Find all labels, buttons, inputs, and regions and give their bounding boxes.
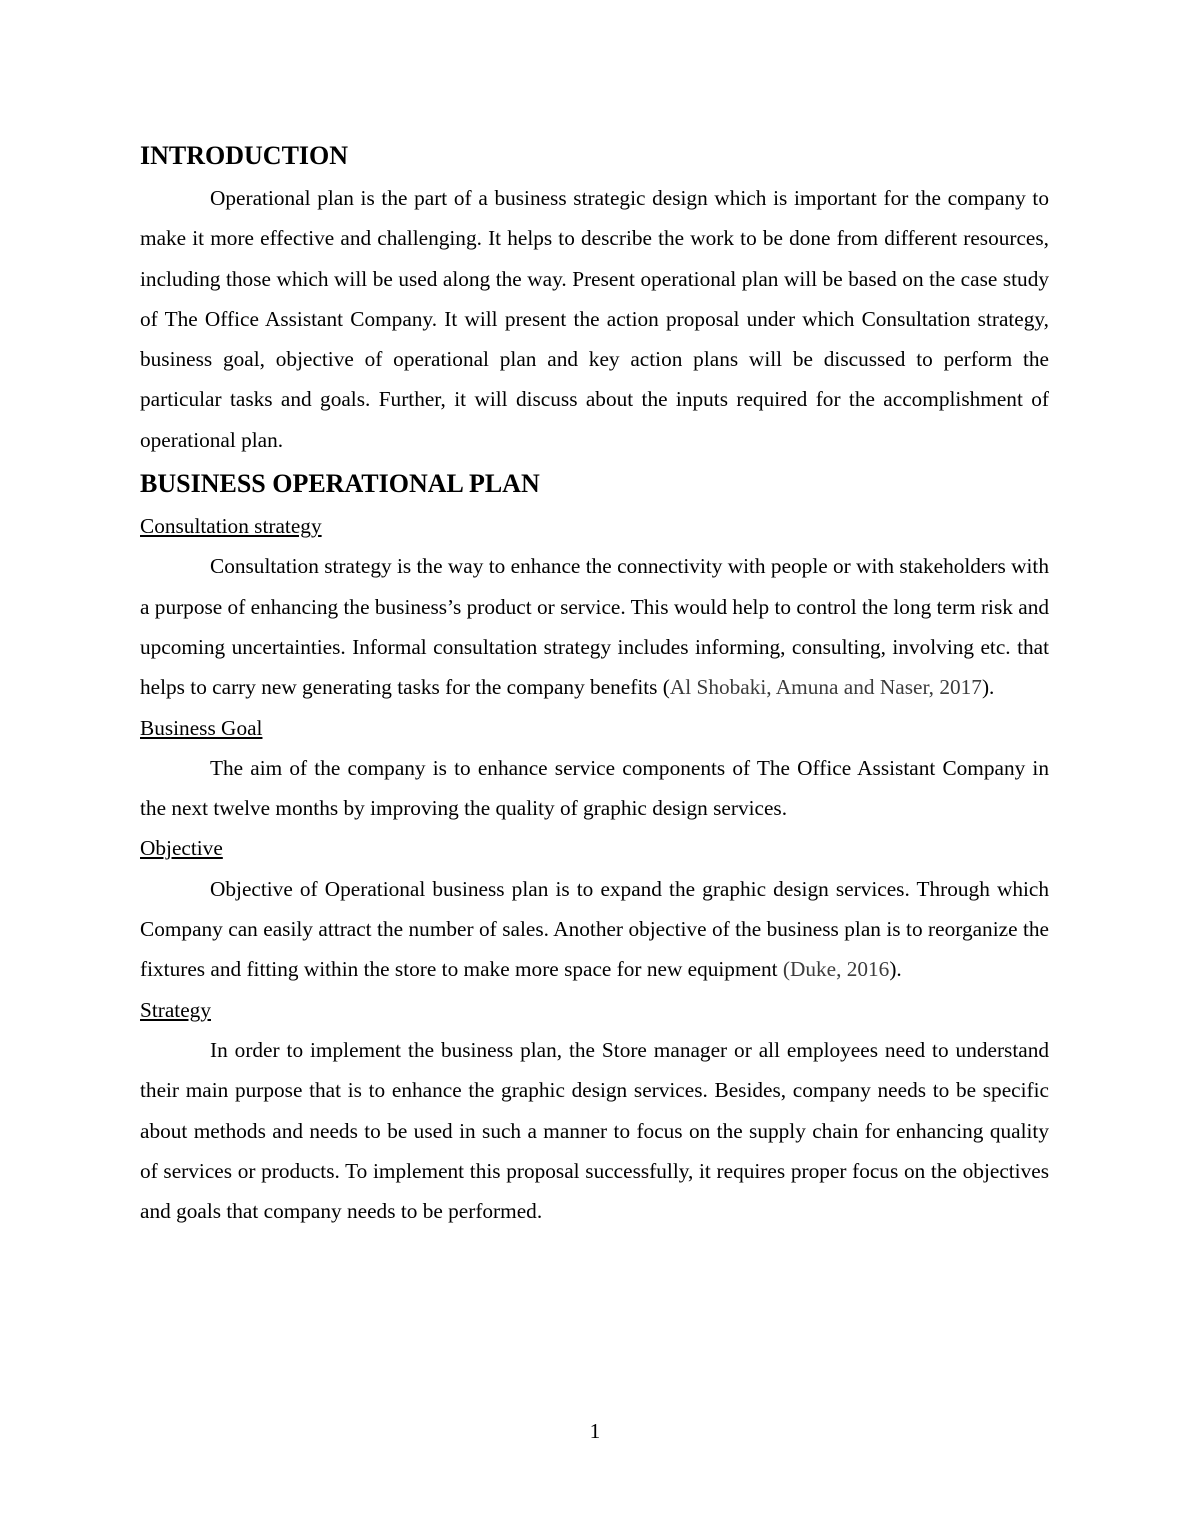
objective-subheading: Objective — [140, 836, 223, 861]
consultation-strategy-subheading: Consultation strategy — [140, 514, 322, 539]
consultation-strategy-paragraph — [140, 546, 1049, 707]
objective-citation: (Duke, 2016 — [777, 957, 890, 982]
strategy-paragraph: In order to implement the business plan, the Store manager or all employees need to understand their main purpose that is to enhance the graphic design services. Besides, company needs to be specific about methods and needs to be used in such a manner to focus on the supply chain for enhancing quality of services or products. To implement this proposal successfully, it requires proper focus on the objectives and goals that company needs to be performed. — [140, 1037, 1049, 1224]
objective-tail: ). — [889, 957, 902, 982]
page-number: 1 — [589, 1419, 601, 1443]
document-page — [140, 138, 1049, 1231]
business-goal-paragraph: The aim of the company is to enhance service components of The Office Assistant Company in the next twelve months by improving the quality of graphic design services. — [140, 755, 1049, 821]
business-goal-subheading: Business Goal — [140, 715, 263, 740]
introduction-paragraph: Operational plan is the part of a business strategic design which is important for the company to make it more effective and challenging. It helps to describe the work to be done from different resources, including those which will be used along the way. Present operational plan will be based on the case study of The Office Assistant Company. It will present the action proposal under which Consultation strategy, business goal, objective of operational plan and key action plans will be discussed to perform the particular tasks and goals. Further, it will discuss about the inputs required for the accomplishment of operational plan. — [140, 186, 1049, 452]
consultation-text: Consultation strategy is the way to enhance the connectivity with people or with stakeholders with a purpose of enhancing the business’s product or service. This would help to control the long term risk and upcoming uncertainties. Informal consultation strategy includes informing, consulting, involving etc. that helps to carry new generating tasks for the company benefits ( — [140, 554, 1049, 700]
consultation-tail: ). — [981, 675, 995, 700]
strategy-subheading: Strategy — [140, 997, 211, 1022]
business-plan-heading: BUSINESS OPERATIONAL PLAN — [140, 469, 540, 499]
objective-text: Objective of Operational business plan is to expand the graphic design services. Through which Company can easily attract the number of sales. Another objective of the business plan is to reorganize the fixtures and fitting within the store to make more space for new equipment — [140, 876, 1049, 982]
introduction-heading: INTRODUCTION — [140, 141, 349, 170]
consultation-citation: Al Shobaki, Amuna and Naser, 2017 — [669, 675, 982, 700]
objective-paragraph — [140, 869, 1049, 990]
